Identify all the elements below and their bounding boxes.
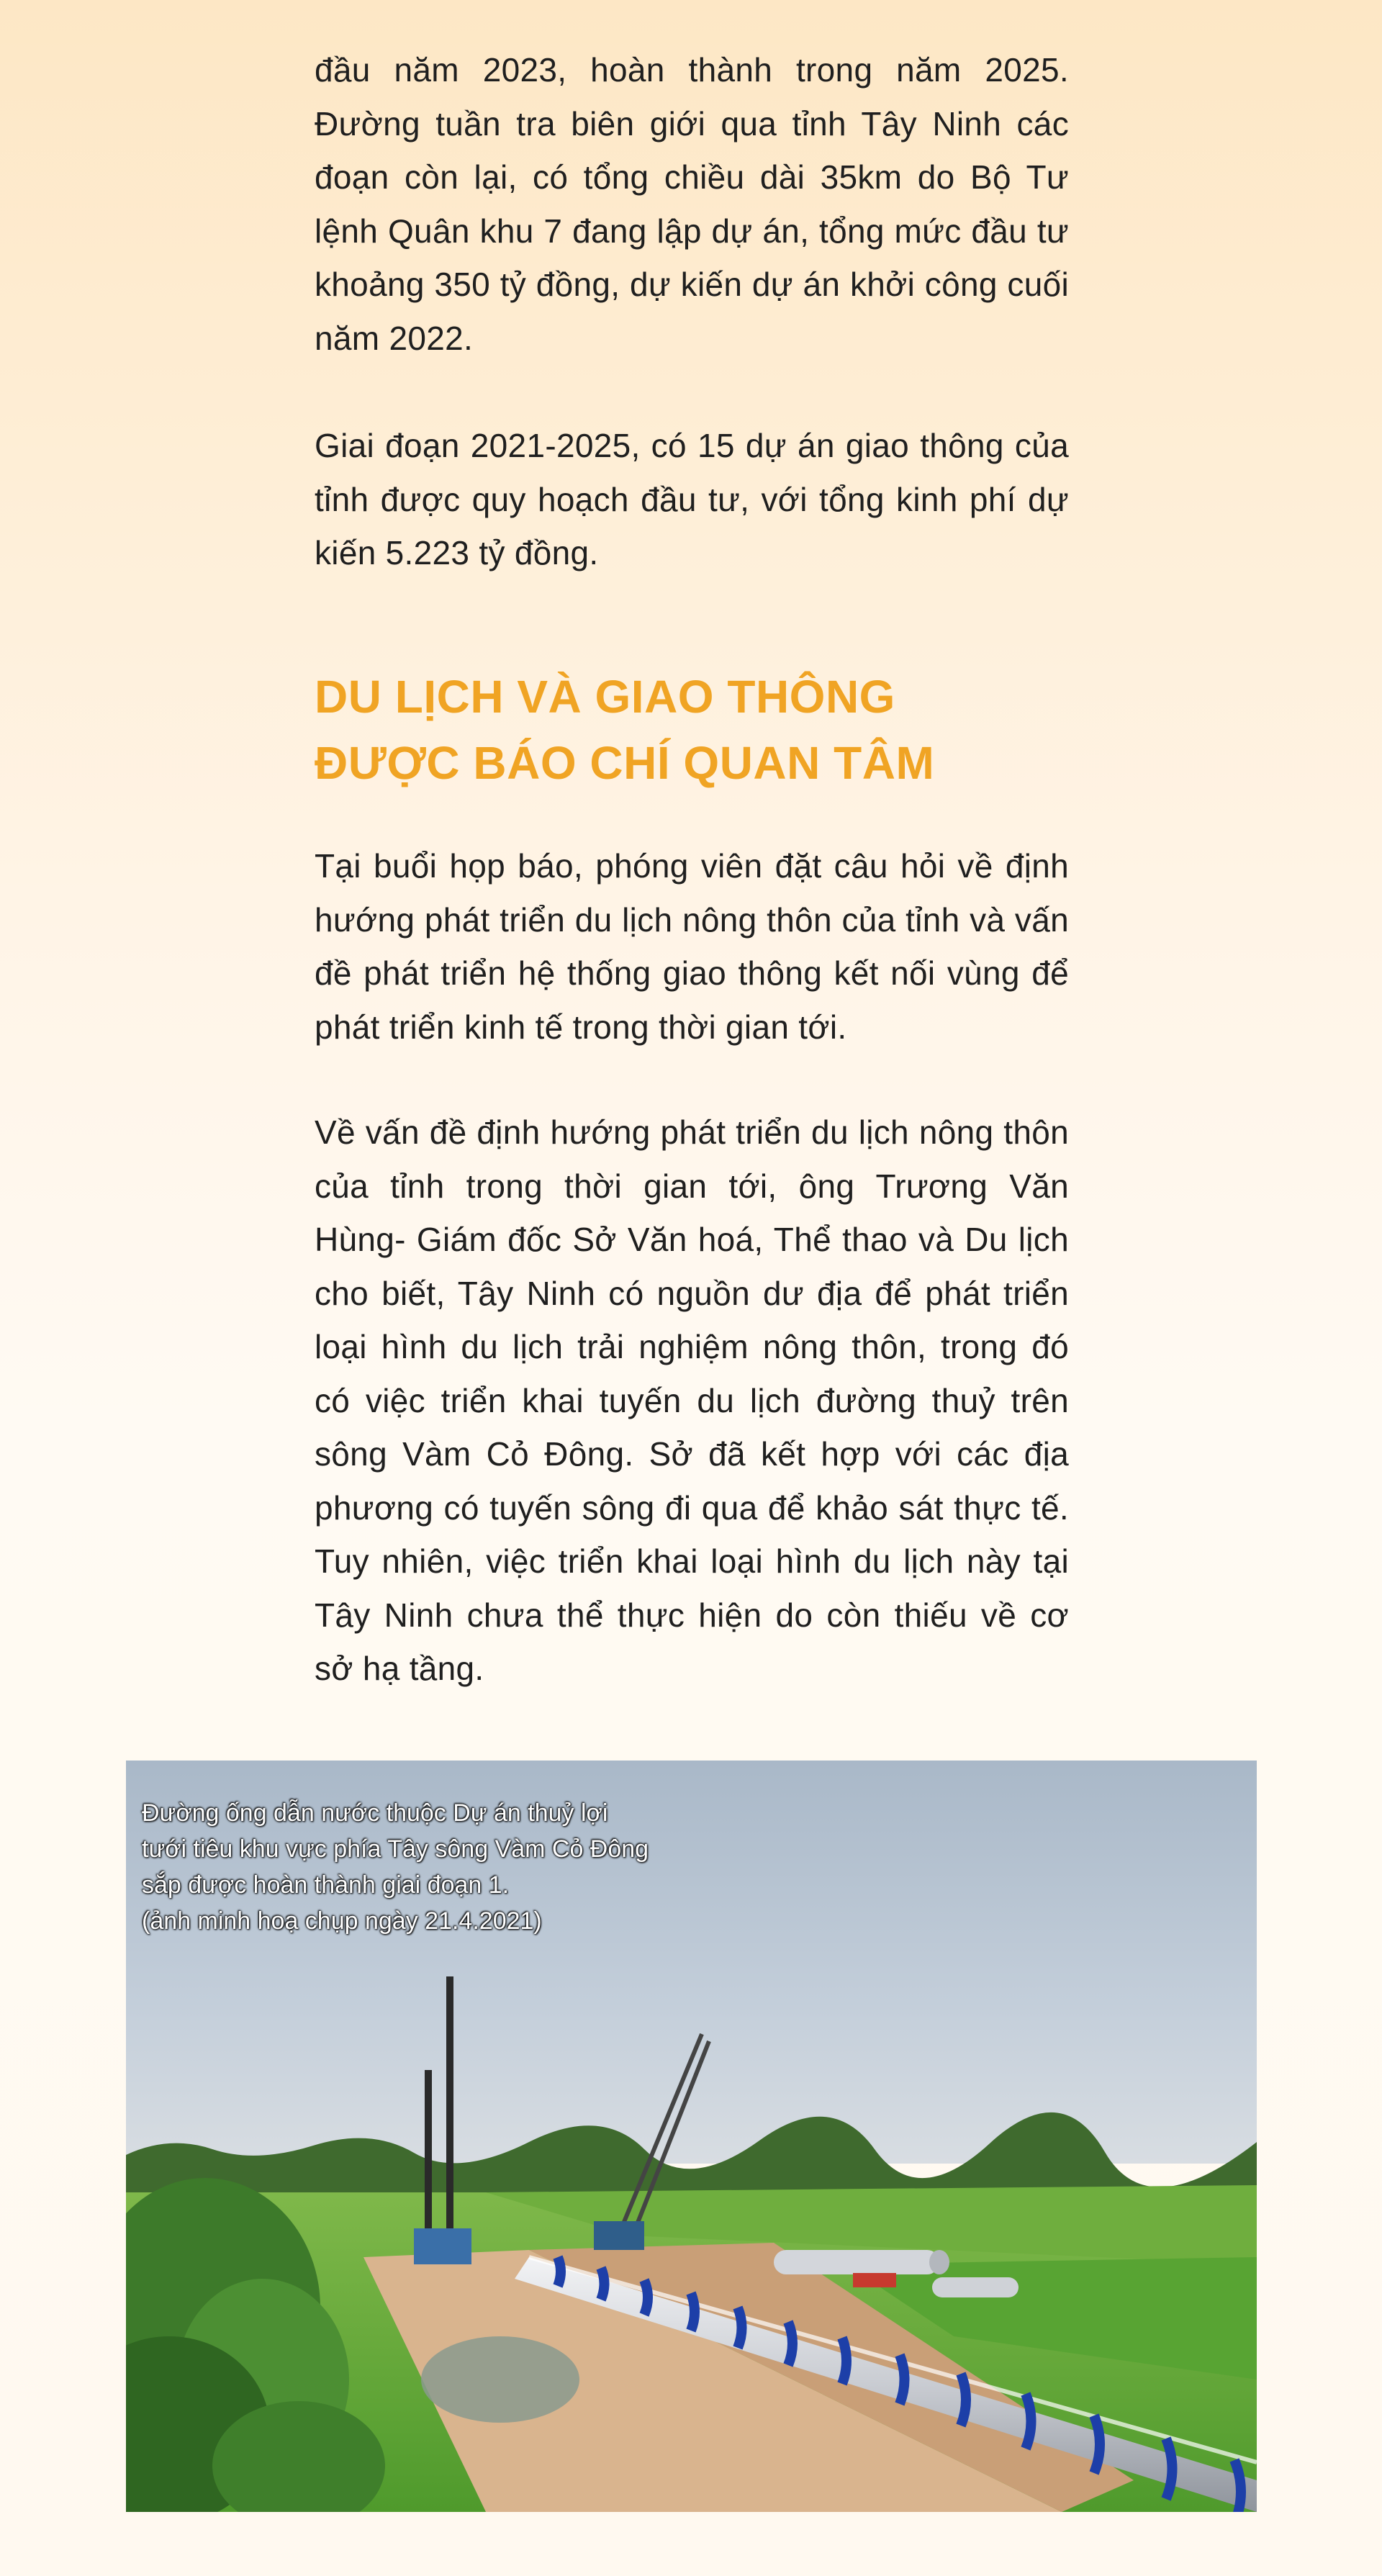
section-heading-line: ĐƯỢC BÁO CHÍ QUAN TÂM <box>315 737 935 789</box>
photo-caption <box>142 1795 649 1939</box>
body-paragraph: đầu năm 2023, hoàn thành trong năm 2025. Đường tuần tra biên giới qua tỉnh Tây Ninh các đoạn còn lại, có tổng chiều dài 35km do Bộ Tư lệnh Quân khu 7 đang lập dự án, tổng mức đầu tư khoảng 350 tỷ đồng, dự kiến dự án khởi công cuối năm 2022. <box>315 51 1069 357</box>
photo-caption-line: tưới tiêu khu vực phía Tây sông Vàm Cỏ Đông <box>142 1835 649 1863</box>
section-heading-line: DU LỊCH VÀ GIAO THÔNG <box>315 671 895 723</box>
section-heading <box>315 664 934 796</box>
photo-caption-line: (ảnh minh hoạ chụp ngày 21.4.2021) <box>142 1907 542 1935</box>
body-paragraph: Về vấn đề định hướng phát triển du lịch nông thôn của tỉnh trong thời gian tới, ông Trương Văn Hùng- Giám đốc Sở Văn hoá, Thể thao và Du lịch cho biết, Tây Ninh có nguồn dư địa để phát triển loại hình du lịch trải nghiệm nông thôn, trong đó có việc triển khai tuyến du lịch đường thuỷ trên sông Vàm Cỏ Đông. Sở đã kết hợp với các địa phương có tuyến sông đi qua để khảo sát thực tế. Tuy nhiên, việc triển khai loại hình du lịch này tại Tây Ninh chưa thể thực hiện do còn thiếu về cơ sở hạ tầng. <box>315 1113 1069 1687</box>
body-paragraph: Tại buổi họp báo, phóng viên đặt câu hỏi về định hướng phát triển du lịch nông thôn của tỉnh và vấn đề phát triển hệ thống giao thông kết nối vùng để phát triển kinh tế trong thời gian tới. <box>315 847 1069 1046</box>
pipeline-photo <box>126 1761 1257 2512</box>
photo-caption-line: sắp được hoàn thành giai đoạn 1. <box>142 1871 510 1899</box>
body-paragraph: Giai đoạn 2021-2025, có 15 dự án giao thông của tỉnh được quy hoạch đầu tư, với tổng kinh phí dự kiến 5.223 tỷ đồng. <box>315 427 1069 571</box>
photo-caption-line: Đường ống dẫn nước thuộc Dự án thuỷ lợi <box>142 1799 608 1827</box>
